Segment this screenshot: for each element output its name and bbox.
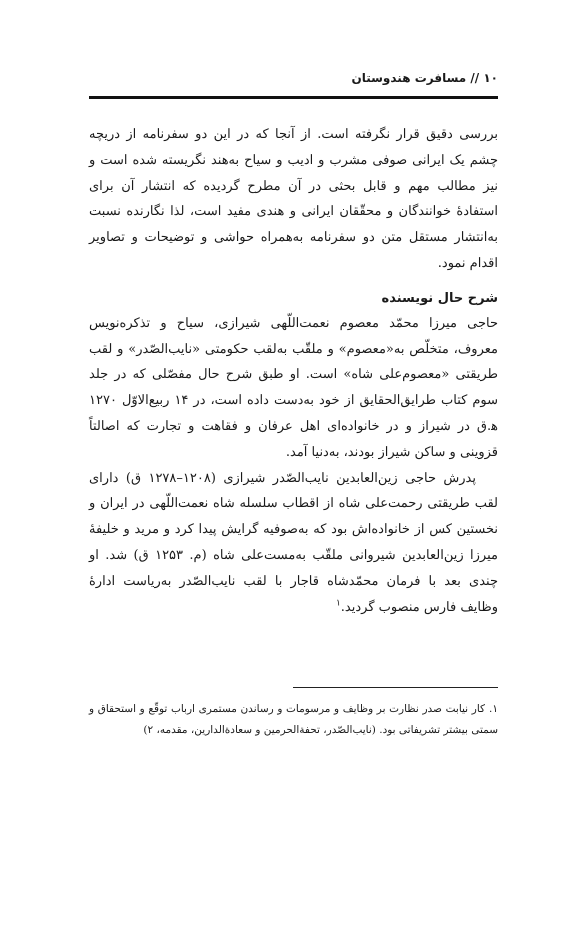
section-heading: شرح حال نویسنده — [381, 290, 498, 306]
page-header — [89, 68, 498, 90]
running-head: ۱۰ // مسافرت هندوستان — [351, 71, 498, 85]
paragraph-1: بررسی دقیق قرار نگرفته است. از آنجا که در این دو سفرنامه از دریچه چشم یک ایرانی صوفی مشرب و ادیب و سیاح به‌هند نگریسته شده است و نیز مطالب مهم و قابل بحثی در آن مطرح گردیده که انتشار آن برای استفادهٔ خوانندگان و محقّقان ایرانی و هندی مفید است، لذا نگارنده نسبت به‌انتشار مستقل متن دو سفرنامه به‌همراه حواشی و توضیحات و تصاویر اقدام نمود. — [89, 127, 498, 271]
main-text — [89, 122, 498, 620]
paragraph-3-text: پدرش حاجی زین‌العابدین نایب‌الصّدر شیرازی (۱۲۰۸–۱۲۷۸ ق) دارای لقب طریقتی رحمت‌علی شاه از اقطاب سلسله شاه نعمت‌اللّهی در ایران و نخستین کس از خانواده‌اش بود که به‌صوفیه گرایش پیدا کرد و مرید و خلیفهٔ میرزا زین‌العابدین شیروانی ملقّب به‌مست‌علی شاه (م. ۱۲۵۳ ق) شد. او چندی بعد با فرمان محمّدشاه قاجار با لقب نایب‌الصّدر به‌ریاست ادارهٔ وظایف فارس منصوب گردید. — [89, 470, 498, 615]
footnote-rule — [293, 687, 498, 688]
paragraph-3 — [89, 466, 498, 621]
footnote — [89, 699, 498, 741]
footnote-reference[interactable]: ۱ — [335, 598, 341, 609]
footnote-number: ۱. — [489, 703, 498, 715]
paragraph-2: حاجی میرزا محمّد معصوم نعمت‌اللّهی شیرازی، سیاح و تذکره‌نویس معروف، متخلّص به‌«معصوم» و ملقّب به‌لقب حکومتی «نایب‌الصّدر» و لقب طریقتی «معصوم‌علی شاه» است. او طبق شرح حال مفصّلی که در جلد سوم کتاب طرایق‌الحقایق از خود به‌دست داده است، در ۱۴ ربیع‌الاوّل ۱۲۷۰ ه‍.ق در شیراز و در خانواده‌ای اهل عرفان و فقاهت و تجارت که اصالتاً قزوینی و ساکن شیراز بودند، به‌دنیا آمد. — [89, 315, 498, 460]
footnote-text: کار نیابت صدر نظارت بر وظایف و مرسومات و رساندن مستمری ارباب توقّع و استحقاق و سمتی بیشتر تشریفاتی بود. (نایب‌الصّدر، تحفة‌الحرمین و سعادة‌الدارین، مقدمه، ۲) — [89, 703, 498, 736]
header-rule — [89, 96, 498, 99]
